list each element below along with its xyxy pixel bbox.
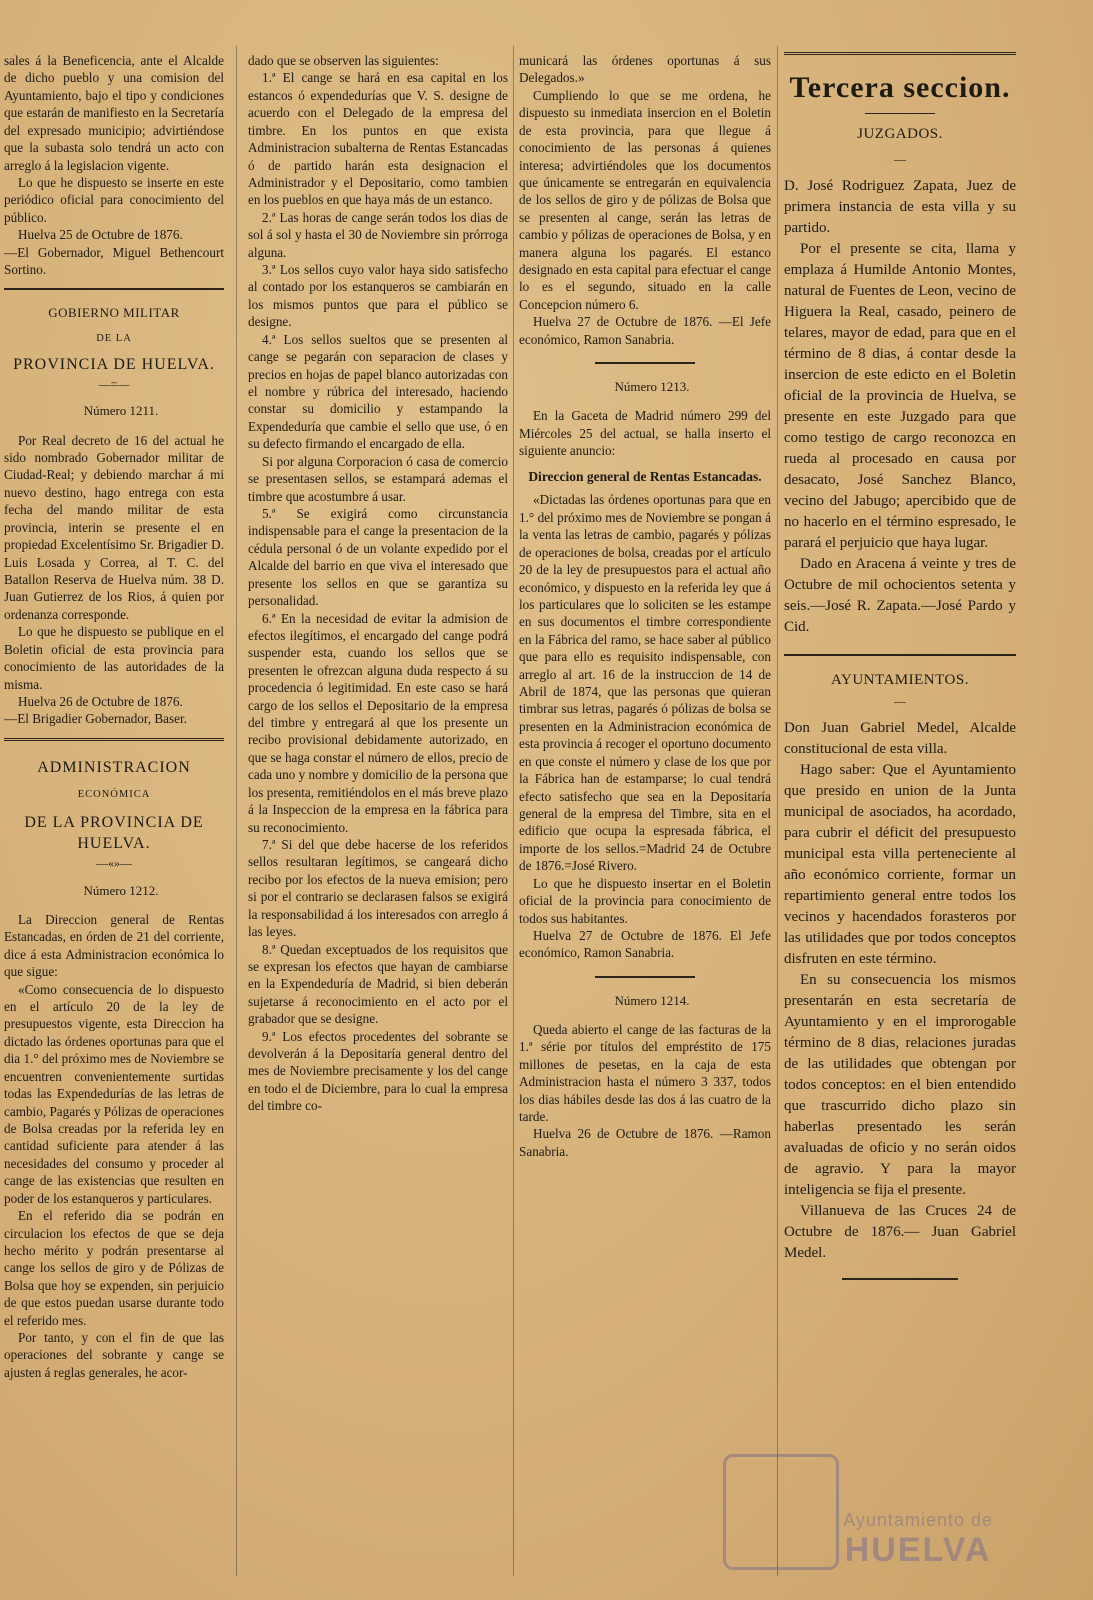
section-heading: AYUNTAMIENTOS. — [831, 671, 969, 688]
paragraph: Por Real decreto de 16 del actual he sido nombrado Gobernador militar de Ciudad-Real; y debiendo marchar á mi nuevo destino, hago entrega con esta fecha del mando militar de esta provincia, interin se presente el en propiedad Excelentísimo Sr. Brigadier D. Luis Losada y Correa, al T. C. del Batallon Reserva de Huelva núm. 38 D. Juan Gutierrez de los Rios, á quien por ordenanza corresponde. — [4, 432, 224, 622]
divider — [4, 738, 224, 743]
paragraph: sales á la Beneficencia, ante el Alcalde de dicho pueblo y una comision del Ayuntamiento, bajo el tipo y condiciones que estarán de manifiesto en la Secretaría del expresado municipio; advirtiéndose que la subasta solo tendrá un acto con arreglo á la legislacion vigente. — [4, 53, 224, 173]
paragraph: Huelva 25 de Octubre de 1876. — [18, 227, 183, 243]
divider — [784, 52, 1016, 57]
divider — [865, 113, 935, 114]
section-heading-sub: ECONÓMICA — [77, 788, 151, 800]
rule-item: 9.ª Los efectos procedentes del sobrante se devolverán á la Depositaría general dentro del mes de Noviembre precisamente y los del cange en todo el de Diciembre, para lo cual la empresa del timbre co- — [248, 1028, 508, 1114]
column-3 — [519, 52, 771, 1160]
rule-item: 2.ª Las horas de cange serán todos los dias de sol á sol y hasta el 30 de Noviembre sin prórroga alguna. — [248, 209, 508, 260]
paragraph: Por tanto, y con el fin de que las operaciones del sobrante y cange se ajusten á reglas generales, he acor- — [4, 1330, 224, 1380]
paragraph: En la Gaceta de Madrid número 299 del Miércoles 25 del actual, se halla inserto el siguiente anuncio: — [519, 408, 771, 459]
watermark-line: HUELVA — [844, 1531, 992, 1569]
section-heading-province: DE LA PROVINCIA DE HUELVA. — [24, 813, 204, 852]
ornament: —=— — [98, 376, 130, 391]
column-4 — [784, 52, 1016, 1294]
shield-icon — [723, 1454, 839, 1570]
signature: Huelva 27 de Octubre de 1876. —El Jefe económico, Ramon Sanabria. — [519, 314, 771, 347]
rule-item: 1.ª El cange se hará en esa capital en los estancos ó expendedurías que V. S. designe de acuerdo con el Delegado de la empresa del timbre. En los puntos en que exista Administracion subalterna de Rentas Estancadas ó de partido harán esta designacion el Administrador y el Depositario, como tambien en los pueblos en que haya más de un estanco. — [248, 70, 508, 208]
divider — [4, 288, 224, 290]
divider — [842, 1278, 958, 1280]
paragraph: Huelva 26 de Octubre de 1876. — [18, 693, 183, 709]
watermark-line: Ayuntamiento de — [843, 1510, 993, 1530]
ornament: —«»— — [96, 855, 132, 870]
section-heading: GOBIERNO MILITAR — [48, 305, 180, 321]
notice-number: Número 1211. — [83, 403, 159, 419]
rule-item: 4.ª Los sellos sueltos que se presenten al cange se pegarán con separacion de clases y precios en hojas de papel blanco autorizadas con el nombre y rúbrica del interesado, haciendo constar su domicilio y estampando la Expendeduría que cambie el sello que use, ó en su defecto firmando el encargado de ella. — [248, 331, 508, 452]
watermark — [843, 1510, 993, 1570]
paragraph: Don Juan Gabriel Medel, Alcalde constitucional de esta villa. — [784, 719, 1016, 757]
paragraph: Queda abierto el cange de las facturas de la 1.ª série por títulos del empréstito de 175 millones de pesetas, en la caja de esta Administracion hasta el número 3 337, todos los dias hábiles desde las dos á las cuatro de la tarde. — [519, 1021, 771, 1125]
section-heading-province: PROVINCIA DE HUELVA. — [13, 355, 215, 373]
signature: —El Gobernador, Miguel Bethencourt Sortino. — [4, 244, 224, 278]
paragraph: Cumpliendo lo que se me ordena, he dispuesto su inmediata insercion en el Boletin de esta provincia, para que llegue á conocimiento de las personas á quienes interesa; advirtiéndoles que los documentos que únicamente se entregarán en equivalencia de los sellos de giro y de pólizas de Bolsa que se presenten al cange, serán las letras de cambio y pólizas de operaciones de Bolsa, y en manera alguna los pagarés. El estanco designado en esta capital para efectuar el cange lo es el segundo, situado en la calle Concepcion número 6. — [519, 87, 771, 312]
section-heading: Direccion general de Rentas Estancadas. — [528, 468, 762, 484]
section-heading: ADMINISTRACION — [37, 758, 191, 776]
paragraph: Hago saber: Que el Ayuntamiento que presido en union de la Junta municipal de asociados, ha acordado, para cubrir el déficit del presupuesto municipal esta villa perteneciente al año económico corriente, formar un repartimiento general entre todos los vecinos y hacendados forasteros por las utilidades que por todos conceptos disfruten en este término. — [784, 761, 1016, 967]
signature: Villanueva de las Cruces 24 de Octubre de 1876.— Juan Gabriel Medel. — [784, 1202, 1016, 1261]
paragraph: La Direccion general de Rentas Estancadas, en órden de 21 del corriente, dice á esta Administracion económica lo que sigue: — [4, 911, 224, 980]
signature: —El Brigadier Gobernador, Baser. — [4, 711, 187, 727]
divider — [784, 654, 1016, 656]
paragraph: Lo que he dispuesto se inserte en este periódico oficial para conocimiento del público. — [4, 174, 224, 225]
paragraph: Por el presente se cita, llama y emplaza á Humilde Antonio Montes, natural de Fuentes de Leon, vecino de Higuera la Real, casado, peinero de telares, mayor de edad, para que en el término de 8 dias, á contar desde la insercion de este edicto en el Boletin oficial de la provincia de Huelva, se presente en este Juzgado para que como testigo de cargo reconozca en rueda al procesado en causa por desacato, José Sanchez Blanco, vecino del Jabugo; apercibido que de no hacerlo en el término espresado, le parará el perjuicio que haya lugar. — [784, 240, 1016, 551]
column-divider — [513, 46, 514, 1576]
section-heading-sub: DE LA — [96, 332, 132, 344]
paragraph: dado que se observen las siguientes: — [248, 53, 439, 68]
paragraph: municará las órdenes oportunas á sus Delegados.» — [519, 53, 771, 86]
column-1 — [4, 52, 224, 1381]
section-title: Tercera seccion. — [789, 71, 1011, 104]
rule-item: 3.ª Los sellos cuyo valor haya sido satisfecho al contado por los estanqueros se cambiarán en los mismos puntos que para el público se designe. — [248, 262, 508, 330]
ornament: — — [894, 152, 906, 166]
column-2 — [248, 52, 508, 1115]
paragraph: D. José Rodriguez Zapata, Juez de primera instancia de esta villa y su partido. — [784, 177, 1016, 236]
paragraph: Lo que he dispuesto se publique en el Boletin oficial de esta provincia para conocimiento de las autoridades de la misma. — [4, 624, 224, 692]
paragraph: «Dictadas las órdenes oportunas para que en 1.° del próximo mes de Noviembre se pongan á la venta las letras de cambio, pagarés y pólizas de operaciones de bolsa, creadas por el artículo 20 de la ley de presupuestos para el actual año económico, y dispuesto en la referida ley que á los particulares que lo soliciten se les estampe en sus documentos el timbre correspondiente en la Fábrica del ramo, se hace saber al público que para ello es requisito indispensable, con arreglo al art. 16 de la instruccion de 14 de Abril de 1874, que las personas que quieran timbrar sus letras, pagarés ó pólizas de bolsa se presenten en la Administracion económica de esta provincia á recoger el oportuno documento en que conste el número y clase de los que por la Fábrica han de estamparse; lo cual tendrá efecto satisfecho que sea en la Depositaría general de la empresa del Timbre, sita en el edificio que ocupa la espresada fábrica, el importe de los sellos.=Madrid 24 de Octubre de 1876.=José Rivero. — [519, 492, 771, 874]
paragraph: Si por alguna Corporacion ó casa de comercio se presentasen sellos, se estampará ademas el timbre que acostumbre á usar. — [248, 453, 508, 504]
paragraph: Dado en Aracena á veinte y tres de Octubre de mil ochocientos setenta y seis.—José R. Zapata.—José Pardo y Cid. — [784, 555, 1016, 635]
rule-item: 7.ª Si del que debe hacerse de los referidos sellos resultaran legítimos, se cangeará dicho recibo por los efectos de la nueva emision; pero si por el contrario se declarasen falsos se exigirá la responsabilidad á los interesados con arreglo á las leyes. — [248, 836, 508, 940]
rule-item: 8.ª Quedan exceptuados de los requisitos que se expresan los efectos que hayan de cambiarse en la Expendeduría de Madrid, si bien deberán sujetarse á reconocimiento en el acto por el grabador que se designe. — [248, 941, 508, 1027]
notice-number: Número 1212. — [83, 882, 159, 898]
section-heading: JUZGADOS. — [857, 126, 943, 142]
signature: Huelva 26 de Octubre de 1876. —Ramon Sanabria. — [519, 1126, 771, 1159]
divider — [595, 976, 696, 978]
paragraph: Lo que he dispuesto insertar en el Boletin oficial de la provincia para conocimiento de todos sus habitantes. — [519, 875, 771, 926]
ornament: — — [894, 693, 906, 708]
paragraph: En el referido dia se podrán en circulacion los efectos de que se deja hecho mérito y podrán presentarse al cange los sellos de giro y de Pólizas de Bolsa que hoy se expenden, sin perjuicio de que estos puedan usarse durante todo el referido mes. — [4, 1208, 224, 1328]
signature: Huelva 27 de Octubre de 1876. El Jefe económico, Ramon Sanabria. — [519, 927, 771, 961]
column-divider — [777, 46, 778, 1576]
notice-number: Número 1213. — [614, 379, 690, 395]
rule-item: 5.ª Se exigirá como circunstancia indispensable para el cange la presentacion de la cédula personal ó de un volante expedido por el Alcalde del barrio en que viva el interesado que presente los sellos en que se garantiza su personalidad. — [248, 505, 508, 609]
divider — [595, 362, 696, 364]
paragraph: «Como consecuencia de lo dispuesto en el artículo 20 de la ley de presupuestos vigente, esta Direccion ha dictado las órdenes oportunas para que el dia 1.° del próximo mes de Noviembre se encuentren convenientemente surtidas todas las Expendedurías de las letras de cambio, Pagarés y Pólizas de operaciones de Bolsa creadas por la referida ley en cantidad suficiente para atender á las necesidades del consumo y proceder al cange de las existencias que resulten en poder de los estanqueros y particulares. — [4, 981, 224, 1206]
rule-item: 6.ª En la necesidad de evitar la admision de efectos ilegítimos, el encargado del cange podrá suspender esta, cuando los sellos que se presenten le ofrezcan alguna duda respecto á su procedencia ó legitimidad. En este caso se hará cargo de los sellos el Depositario de la empresa del timbre y entregará al que los presente un recibo provisional debidamente autorizado, en que se haga constar el número de ellos, precio de cada uno y nombre y domicilio de la persona que los presenta, remitiéndolos en el más breve plazo á la Inspeccion de la empresa en la fábrica para su reconocimiento. — [248, 610, 508, 835]
notice-number: Número 1214. — [614, 992, 690, 1008]
paragraph: En su consecuencia los mismos presentarán en esta secretaría de Ayuntamiento y en el improrogable término de 8 dias, relaciones juradas de las utilidades que obtengan por todos conceptos: en el bien entendido que trascurrido dicho plazo sin haberlas presentado les serán avaluadas de oficio y no serán oidos de agravio. Y para la mayor inteligencia se fija el presente. — [784, 971, 1016, 1198]
column-divider — [236, 46, 237, 1576]
